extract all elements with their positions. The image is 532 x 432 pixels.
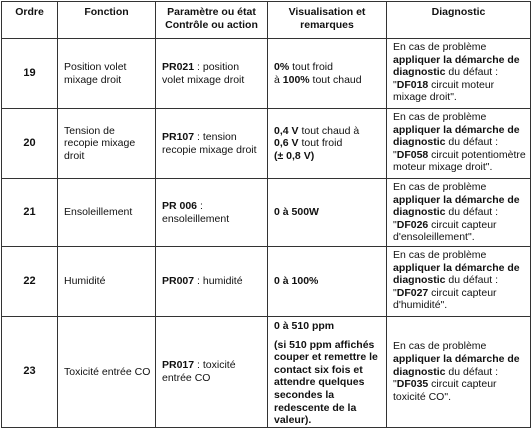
table-row xyxy=(2,109,531,179)
header-visualisation xyxy=(268,2,387,39)
header-diagnostic: Diagnostic xyxy=(387,2,531,39)
visu-value: 0 à 510 ppm xyxy=(274,320,335,332)
diag-action: appliquer la démarche de xyxy=(393,193,520,206)
table-header-row xyxy=(2,2,531,39)
ordre-cell: 19 xyxy=(2,39,58,109)
header-fonction: Fonction xyxy=(58,2,156,39)
visu-cell xyxy=(268,247,387,317)
visu-value: 0% xyxy=(274,60,290,73)
visu-value: 100% xyxy=(282,73,310,86)
diagnostic-cell: En cas de problème appliquer la démarche de diagnostic du défaut : "DF018 circuit moteur mixage droit". xyxy=(387,39,531,109)
header-param-line2: Contrôle ou action xyxy=(165,19,258,32)
param-cell xyxy=(156,317,268,428)
visu-cell xyxy=(268,39,387,109)
param-desc: : humidité xyxy=(194,275,243,288)
ordre-cell: 20 xyxy=(2,109,58,179)
param-code: PR021 xyxy=(162,60,195,73)
header-parametre xyxy=(156,2,268,39)
diagnostic-table-wrapper xyxy=(1,1,530,428)
table-row xyxy=(2,39,531,109)
diagnostic-cell: En cas de problème appliquer la démarche de diagnostic du défaut : "DF027 circuit capteur d'humidité". xyxy=(387,247,531,317)
header-visu-line2: remarques xyxy=(300,19,354,32)
fonction-cell: Toxicité entrée CO xyxy=(58,317,156,428)
visu-cell xyxy=(268,179,387,247)
diag-text: circuit capteur d'humidité". xyxy=(393,286,497,312)
visu-tolerance: (± 0,8 V) xyxy=(274,149,315,162)
visu-text: tout froid xyxy=(298,137,343,150)
diagnostic-cell: En cas de problème appliquer la démarche de diagnostic du défaut : "DF026 circuit capteur d'ensoleillement". xyxy=(387,179,531,247)
diag-code: DF027 xyxy=(396,286,429,299)
diag-intro: En cas de problème xyxy=(393,111,487,123)
param-code: PR017 xyxy=(162,359,195,372)
param-desc: : toxicité entrée CO xyxy=(162,359,236,384)
param-desc: : tension recopie mixage droit xyxy=(162,130,257,156)
param-cell xyxy=(156,39,268,109)
fonction-cell: Position volet mixage droit xyxy=(58,39,156,109)
diag-intro: En cas de problème xyxy=(393,41,487,53)
diag-action-tail: du défaut : xyxy=(445,365,499,378)
diag-intro: En cas de problème xyxy=(393,249,487,261)
diag-action: diagnostic xyxy=(393,274,446,287)
visu-note: (si 510 ppm affichés couper et remettre le contact six fois et attendre quelques secondes la redescente de la valeur). xyxy=(274,338,378,427)
visu-cell xyxy=(268,109,387,179)
param-cell xyxy=(156,247,268,317)
diag-code: DF035 xyxy=(396,378,429,391)
diag-code: DF058 xyxy=(396,148,429,161)
param-desc: : ensoleillement xyxy=(162,199,230,225)
diag-action: diagnostic xyxy=(393,365,446,378)
param-desc: : position volet mixage droit xyxy=(162,60,245,86)
diagnostic-cell: En cas de problème appliquer la démarche de diagnostic du défaut : "DF035 circuit capteur toxicité CO". xyxy=(387,317,531,428)
diag-text: circuit potentiomètre moteur mixage droit". xyxy=(393,148,526,174)
ordre-cell: 22 xyxy=(2,247,58,317)
diag-text: circuit capteur toxicité CO". xyxy=(393,378,497,403)
visu-value: 0,6 V xyxy=(274,137,299,150)
diag-action-tail: du défaut : xyxy=(445,274,499,287)
visu-cell xyxy=(268,317,387,428)
diag-action: appliquer la démarche de xyxy=(393,53,520,66)
param-cell xyxy=(156,179,268,247)
visu-text: tout chaud à xyxy=(298,124,360,137)
visu-value: 0 à 100% xyxy=(274,275,319,288)
diag-action: appliquer la démarche de xyxy=(393,261,520,274)
diag-action: diagnostic xyxy=(393,136,446,149)
ordre-cell: 21 xyxy=(2,179,58,247)
header-param-line1: Paramètre ou état xyxy=(167,6,256,18)
ordre-cell: 23 xyxy=(2,317,58,428)
diag-action: appliquer la démarche de xyxy=(393,352,520,365)
diagnostic-table xyxy=(1,1,531,428)
diag-intro: En cas de problème xyxy=(393,340,487,353)
fonction-cell: Humidité xyxy=(58,247,156,317)
visu-text: tout froid xyxy=(289,60,333,73)
visu-value: 0,4 V xyxy=(274,124,299,137)
visu-text: tout chaud xyxy=(309,73,362,86)
diag-action-tail: du défaut : xyxy=(445,136,499,149)
diagnostic-cell: En cas de problème appliquer la démarche de diagnostic du défaut : "DF058 circuit potentiomètre moteur mixage droit". xyxy=(387,109,531,179)
param-code: PR 006 xyxy=(162,199,198,212)
diag-code: DF026 xyxy=(396,218,429,231)
param-code: PR107 xyxy=(162,130,195,143)
diag-intro: En cas de problème xyxy=(393,181,487,193)
table-row xyxy=(2,179,531,247)
diag-action-tail: du défaut : xyxy=(445,206,499,219)
table-row xyxy=(2,317,531,428)
param-cell xyxy=(156,109,268,179)
table-row xyxy=(2,247,531,317)
visu-text: à xyxy=(274,73,283,86)
diag-action: appliquer la démarche de xyxy=(393,123,520,136)
header-ordre: Ordre xyxy=(2,2,58,39)
diag-action: diagnostic xyxy=(393,66,446,79)
header-visu-line1: Visualisation et xyxy=(288,6,366,18)
diag-code: DF018 xyxy=(396,78,429,91)
fonction-cell: Tension de recopie mixage droit xyxy=(58,109,156,179)
param-code: PR007 xyxy=(162,275,195,288)
diag-action: diagnostic xyxy=(393,206,446,219)
diag-text: circuit capteur d'ensoleillement". xyxy=(393,218,497,244)
diag-action-tail: du défaut : xyxy=(445,66,499,79)
fonction-cell: Ensoleillement xyxy=(58,179,156,247)
visu-value: 0 à 500W xyxy=(274,206,319,219)
diag-text: circuit moteur mixage droit". xyxy=(393,78,495,104)
